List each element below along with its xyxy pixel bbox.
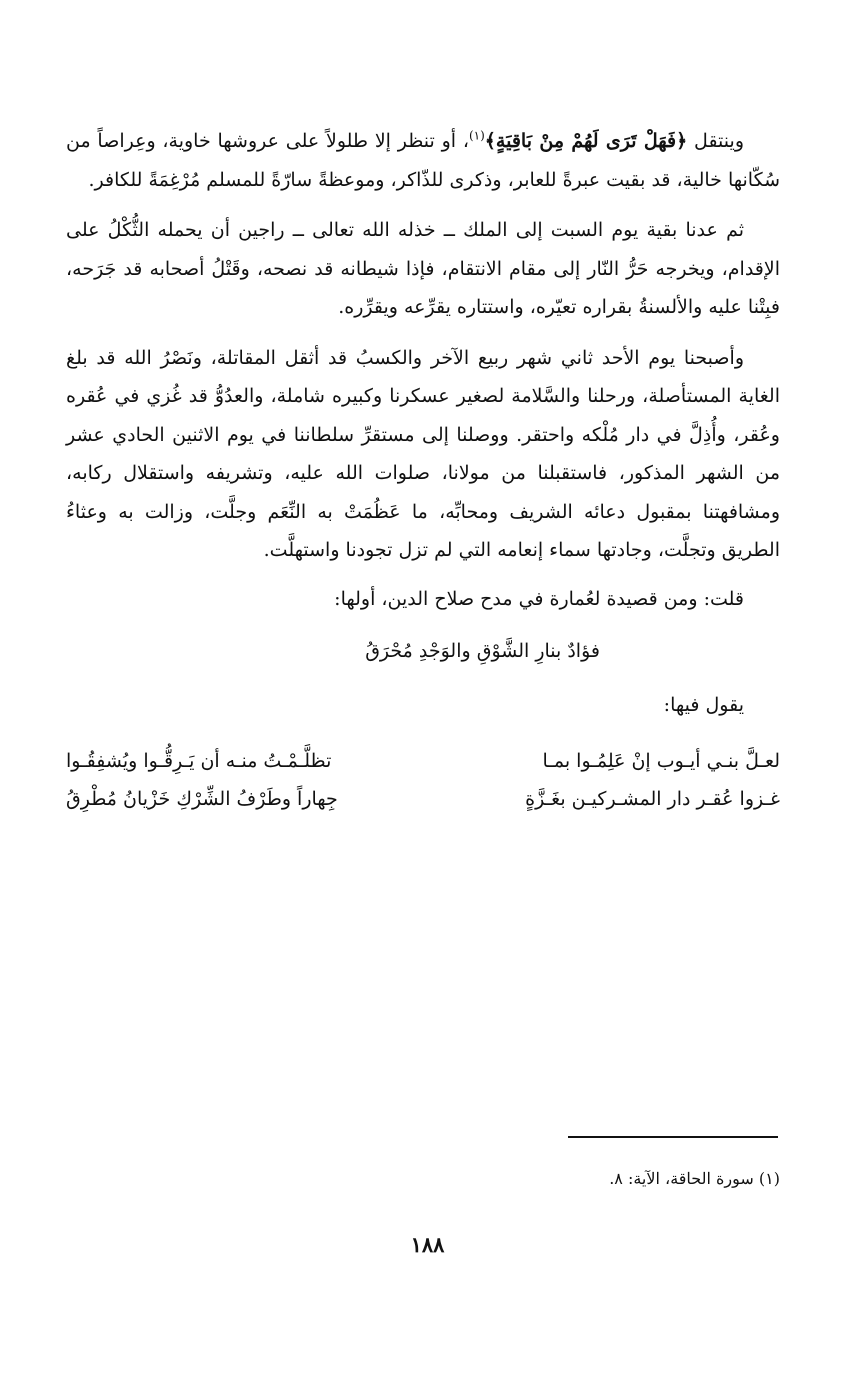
poem-verse <box>66 742 780 780</box>
footnote: (١) سورة الحاقة، الآية: ٨. <box>609 1169 780 1188</box>
says-line: يقول فيها: <box>663 693 744 716</box>
paragraph-1-rest: ، أو تنظر إلا طلولاً على عروشها خاوية، وعِراصاً من سُكّانها خالية، قد بقيت عبرةً للعابر، وذكرى للذّاكر، وموعظةً سارّةً للمسلم مُرْغِمَةً للكافر. <box>66 130 780 191</box>
poem <box>66 742 780 818</box>
verse-second-hemistich: تظلَّـمْـتُ منـه أن يَـرِقُّـوا ويُشفِقُـوا <box>66 749 332 772</box>
footnote-reference[interactable]: (١) <box>468 128 485 143</box>
opening-verse: فؤادٌ بنارِ الشَّوْقِ والوَجْدِ مُحْرَقُ <box>365 639 600 662</box>
paragraph-2: ثم عدنا بقية يوم السبت إلى الملك ــ خذله الله تعالى ــ راجين أن يحمله الثُّكْلُ على الإقدام، ويخرجه حَرُّ النّار إلى مقام الانتقام، فإذا شيطانه قد نصحه، وقَتْلُ أصحابه قد جَرَحه، فبِتْنا عليه والألسنةُ بقراره تعيّره، واستتاره يقرِّعه ويقرِّره. <box>66 219 780 318</box>
verse-second-hemistich: جِهاراً وطَرْفُ الشِّرْكِ خَزْيانُ مُطْرِقُ <box>66 787 338 810</box>
quran-quote: ﴿فَهَلْ تَرَى لَهُمْ مِنْ بَاقِيَةٍ﴾ <box>484 130 688 152</box>
footnote-divider <box>568 1136 778 1138</box>
verse-first-hemistich: غـزوا عُقـر دار المشـركيـن بغَـزَّةٍ <box>525 787 780 810</box>
verse-first-hemistich: لعـلَّ بنـي أيـوب إنْ عَلِمُـوا بمـا <box>542 749 780 772</box>
paragraph-1-lead: وينتقل <box>687 130 744 152</box>
poetry-intro: قلت: ومن قصيدة لعُمارة في مدح صلاح الدين، أولها: <box>334 587 744 610</box>
page-number: ١٨٨ <box>410 1232 445 1257</box>
paragraph-1 <box>66 122 780 199</box>
poem-verse <box>66 780 780 818</box>
paragraph-3: وأصبحنا يوم الأحد ثاني شهر ربيع الآخر والكسبُ قد أثقل المقاتلة، ونَصْرُ الله قد بلغ الغاية المستأصلة، ورحلنا والسَّلامة لصغير عسكرنا وكبيره شاملة، والعدُوُّ قد غُزي في عُقره وعُقر، وأُذِلَّ في دار مُلْكه واحتقر. ووصلنا إلى مستقرِّ سلطاننا في يوم الاثنين الحادي عشر من الشهر المذكور، فاستقبلنا من مولانا، صلوات الله عليه، وتشريفه واستقلال ركابه، ومشافهتنا بمقبول دعائه الشريف ومحابِّه، ما عَظُمَتْ به النِّعَم وجلَّت، وزالت به وعثاءُ الطريق وتجلَّت، وجادتها سماء إنعامه التي لم تزل تجودنا واستهلَّت. <box>66 346 780 561</box>
page-body <box>66 122 780 818</box>
